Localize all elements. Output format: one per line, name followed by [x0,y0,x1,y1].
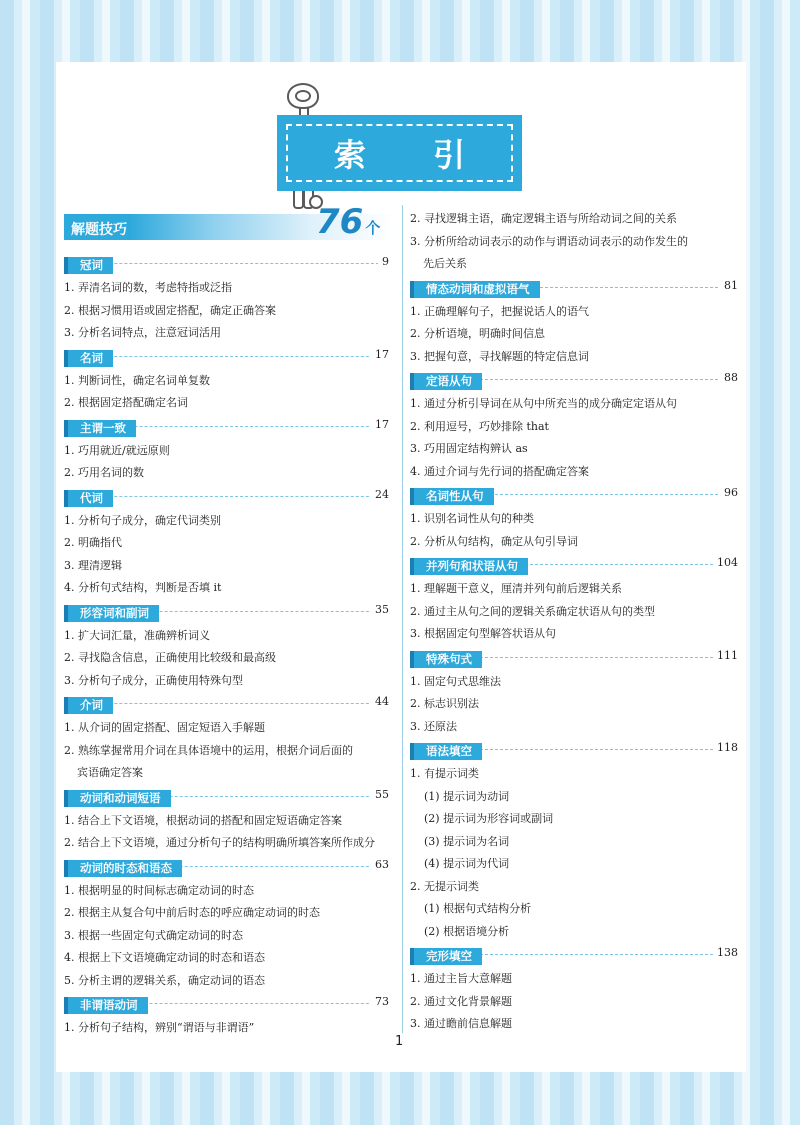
list-item: 1. 巧用就近/就远原则 [64,443,170,457]
list-item: 1. 固定句式思维法 [410,674,501,688]
page-number: 1 [395,1034,404,1049]
list-item: 1. 分析句子结构，辨别“谓语与非谓语” [64,1021,255,1034]
list-item: (2) 根据语境分析 [424,924,510,938]
index-section [410,370,738,483]
index-section [64,787,389,855]
list-item: 1. 通过主旨大意解题 [410,972,512,985]
list-item: 1. 从介词的固定搭配、固定短语入手解题 [64,721,265,734]
left-section-list [64,254,389,1040]
section-header [410,740,738,760]
section-title: 主谓一致 [64,420,136,437]
section-title: 并列句和状语从句 [410,558,528,575]
section-header [64,694,389,714]
section-title: 情态动词和虚拟语气 [410,281,540,298]
index-section [410,555,738,646]
index-section [64,857,389,993]
list-item-continuation: 先后关系 [423,257,467,270]
list-item: 1. 根据明显的时间标志确定动词的时态 [64,883,254,897]
section-title: 冠词 [64,257,113,274]
list-item: 4. 根据上下文语境确定动词的时态和语态 [64,951,265,964]
tips-count-unit: 个 [365,219,381,237]
section-header [64,254,389,274]
index-section [64,602,389,693]
section-page-number: 17 [371,418,389,431]
section-page-number: 138 [713,946,738,959]
list-item: 1. 识别名词性从句的种类 [410,512,534,525]
tips-count-number: 76 [316,202,364,242]
right-column [410,208,738,1037]
list-item: 1. 有提示词类 [410,767,479,780]
list-item: 2. 利用逗号，巧妙排除 that [410,419,549,433]
list-item: 3. 根据一些固定句式确定动词的时态 [64,928,243,942]
list-item: 3. 分析所给动词表示的动作与谓语动词表示的动作发生的 [410,234,688,248]
column-divider [402,205,403,1033]
list-item: 3. 分析句子成分，正确使用特殊句型 [64,673,243,687]
section-title: 介词 [64,697,113,714]
section-title: 完形填空 [410,948,482,965]
section-page-number: 44 [371,695,389,708]
list-item: 3. 分析名词特点，注意冠词活用 [64,326,221,339]
tips-header [64,202,389,248]
list-item: 2. 根据主从复合句中前后时态的呼应确定动词的时态 [64,906,320,919]
section-title: 形容词和副词 [64,605,159,622]
list-item: 2. 分析语境，明确时间信息 [410,327,545,340]
index-section [64,254,389,345]
continued-items [410,208,738,276]
list-item: 2. 通过主从句之间的逻辑关系确定状语从句的类型 [410,604,655,618]
index-section [64,487,389,600]
section-page-number: 111 [713,649,738,662]
title-plate [277,115,522,191]
list-item: 5. 分析主谓的逻辑关系，确定动词的语态 [64,973,265,987]
list-item: 2. 明确指代 [64,536,122,549]
list-item: 2. 寻找逻辑主语，确定逻辑主语与所给动词之间的关系 [410,212,677,225]
section-page-number: 118 [713,741,738,754]
list-item: 1. 分析句子成分，确定代词类别 [64,513,221,527]
list-item: 2. 通过文化背景解题 [410,994,512,1008]
section-page-number: 55 [371,788,389,801]
section-header [410,648,738,668]
list-item: (4) 提示词为代词 [424,857,510,870]
section-title: 定语从句 [410,373,482,390]
list-item: 3. 把握句意，寻找解题的特定信息词 [410,349,589,363]
list-item: 1. 弄清名词的数，考虑特指或泛指 [64,281,232,294]
list-item: 2. 无提示词类 [410,879,479,893]
index-section [410,945,738,1036]
section-header [64,347,389,367]
section-title: 名词性从句 [410,488,494,505]
list-item: 1. 通过分析引导词在从句中所充当的成分确定定语从句 [410,397,677,410]
section-page-number: 17 [371,348,389,361]
list-item: 1. 结合上下文语境，根据动词的搭配和固定短语确定答案 [64,813,342,827]
list-item: 1. 正确理解句子，把握说话人的语气 [410,304,589,318]
section-page-number: 35 [371,603,389,616]
index-section [64,417,389,485]
page-title: 索 引 [333,136,494,174]
index-section [64,694,389,785]
index-section [410,740,738,943]
section-title: 非谓语动词 [64,997,148,1014]
section-header [410,278,738,298]
list-item: 4. 分析句式结构，判断是否填 it [64,581,222,594]
section-title: 动词的时态和语态 [64,860,182,877]
list-item: 1. 判断词性，确定名词单复数 [64,373,210,387]
section-header [410,485,738,505]
list-item: 2. 分析从句结构，确定从句引导词 [410,534,578,548]
section-page-number: 24 [371,488,389,501]
list-item: 1. 理解题干意义，厘清并列句前后逻辑关系 [410,582,622,595]
hanger-stem [299,107,309,115]
list-item: (1) 根据句式结构分析 [424,902,532,915]
section-title: 动词和动词短语 [64,790,171,807]
list-item: 2. 熟练掌握常用介词在具体语境中的运用，根据介词后面的 [64,743,353,757]
list-item: 3. 根据固定句型解答状语从句 [410,627,556,640]
index-section [64,347,389,415]
ring-hanger-icon [287,83,319,109]
list-item: 2. 根据习惯用语或固定搭配，确定正确答案 [64,303,276,317]
section-page-number: 73 [371,995,389,1008]
tips-count [316,202,380,242]
list-item: 2. 根据固定搭配确定名词 [64,396,188,409]
title-dashed-frame [286,124,513,182]
list-item: 3. 理清逻辑 [64,558,122,572]
right-section-list [410,278,738,1036]
section-page-number: 81 [720,279,738,292]
list-item: 4. 通过介词与先行词的搭配确定答案 [410,464,589,478]
index-section [410,278,738,369]
list-item: 3. 还原法 [410,719,457,733]
section-header [410,555,738,575]
section-title: 语法填空 [410,743,482,760]
list-item: 3. 通过瞻前信息解题 [410,1017,512,1030]
left-column [64,202,389,1041]
section-header [64,487,389,507]
list-item: 2. 寻找隐含信息，正确使用比较级和最高级 [64,651,276,664]
list-item: (2) 提示词为形容词或副词 [424,812,554,825]
section-header [64,417,389,437]
section-page-number: 96 [720,486,738,499]
list-item-continuation: 宾语确定答案 [77,766,143,779]
title-banner [277,75,522,200]
section-page-number: 88 [720,371,738,384]
section-header [64,602,389,622]
list-item: 2. 巧用名词的数 [64,466,144,479]
section-title: 名词 [64,350,113,367]
section-header [64,994,389,1014]
section-header [410,945,738,965]
section-header [410,370,738,390]
list-item: (1) 提示词为动词 [424,789,510,803]
tips-label: 解题技巧 [71,222,127,238]
index-section [410,485,738,553]
section-title: 代词 [64,490,113,507]
list-item: 2. 标志识别法 [410,697,479,710]
list-item: 1. 扩大词汇量，准确辨析词义 [64,628,210,642]
index-section [64,994,389,1040]
section-title: 特殊句式 [410,651,482,668]
list-item: 2. 结合上下文语境，通过分析句子的结构明确所填答案所作成分 [64,836,375,849]
index-section [410,648,738,739]
section-header [64,787,389,807]
section-page-number: 104 [713,556,738,569]
section-page-number: 63 [371,858,389,871]
section-header [64,857,389,877]
list-item: 3. 巧用固定结构辨认 as [410,442,528,455]
list-item: (3) 提示词为名词 [424,834,510,848]
section-page-number: 9 [378,255,389,268]
